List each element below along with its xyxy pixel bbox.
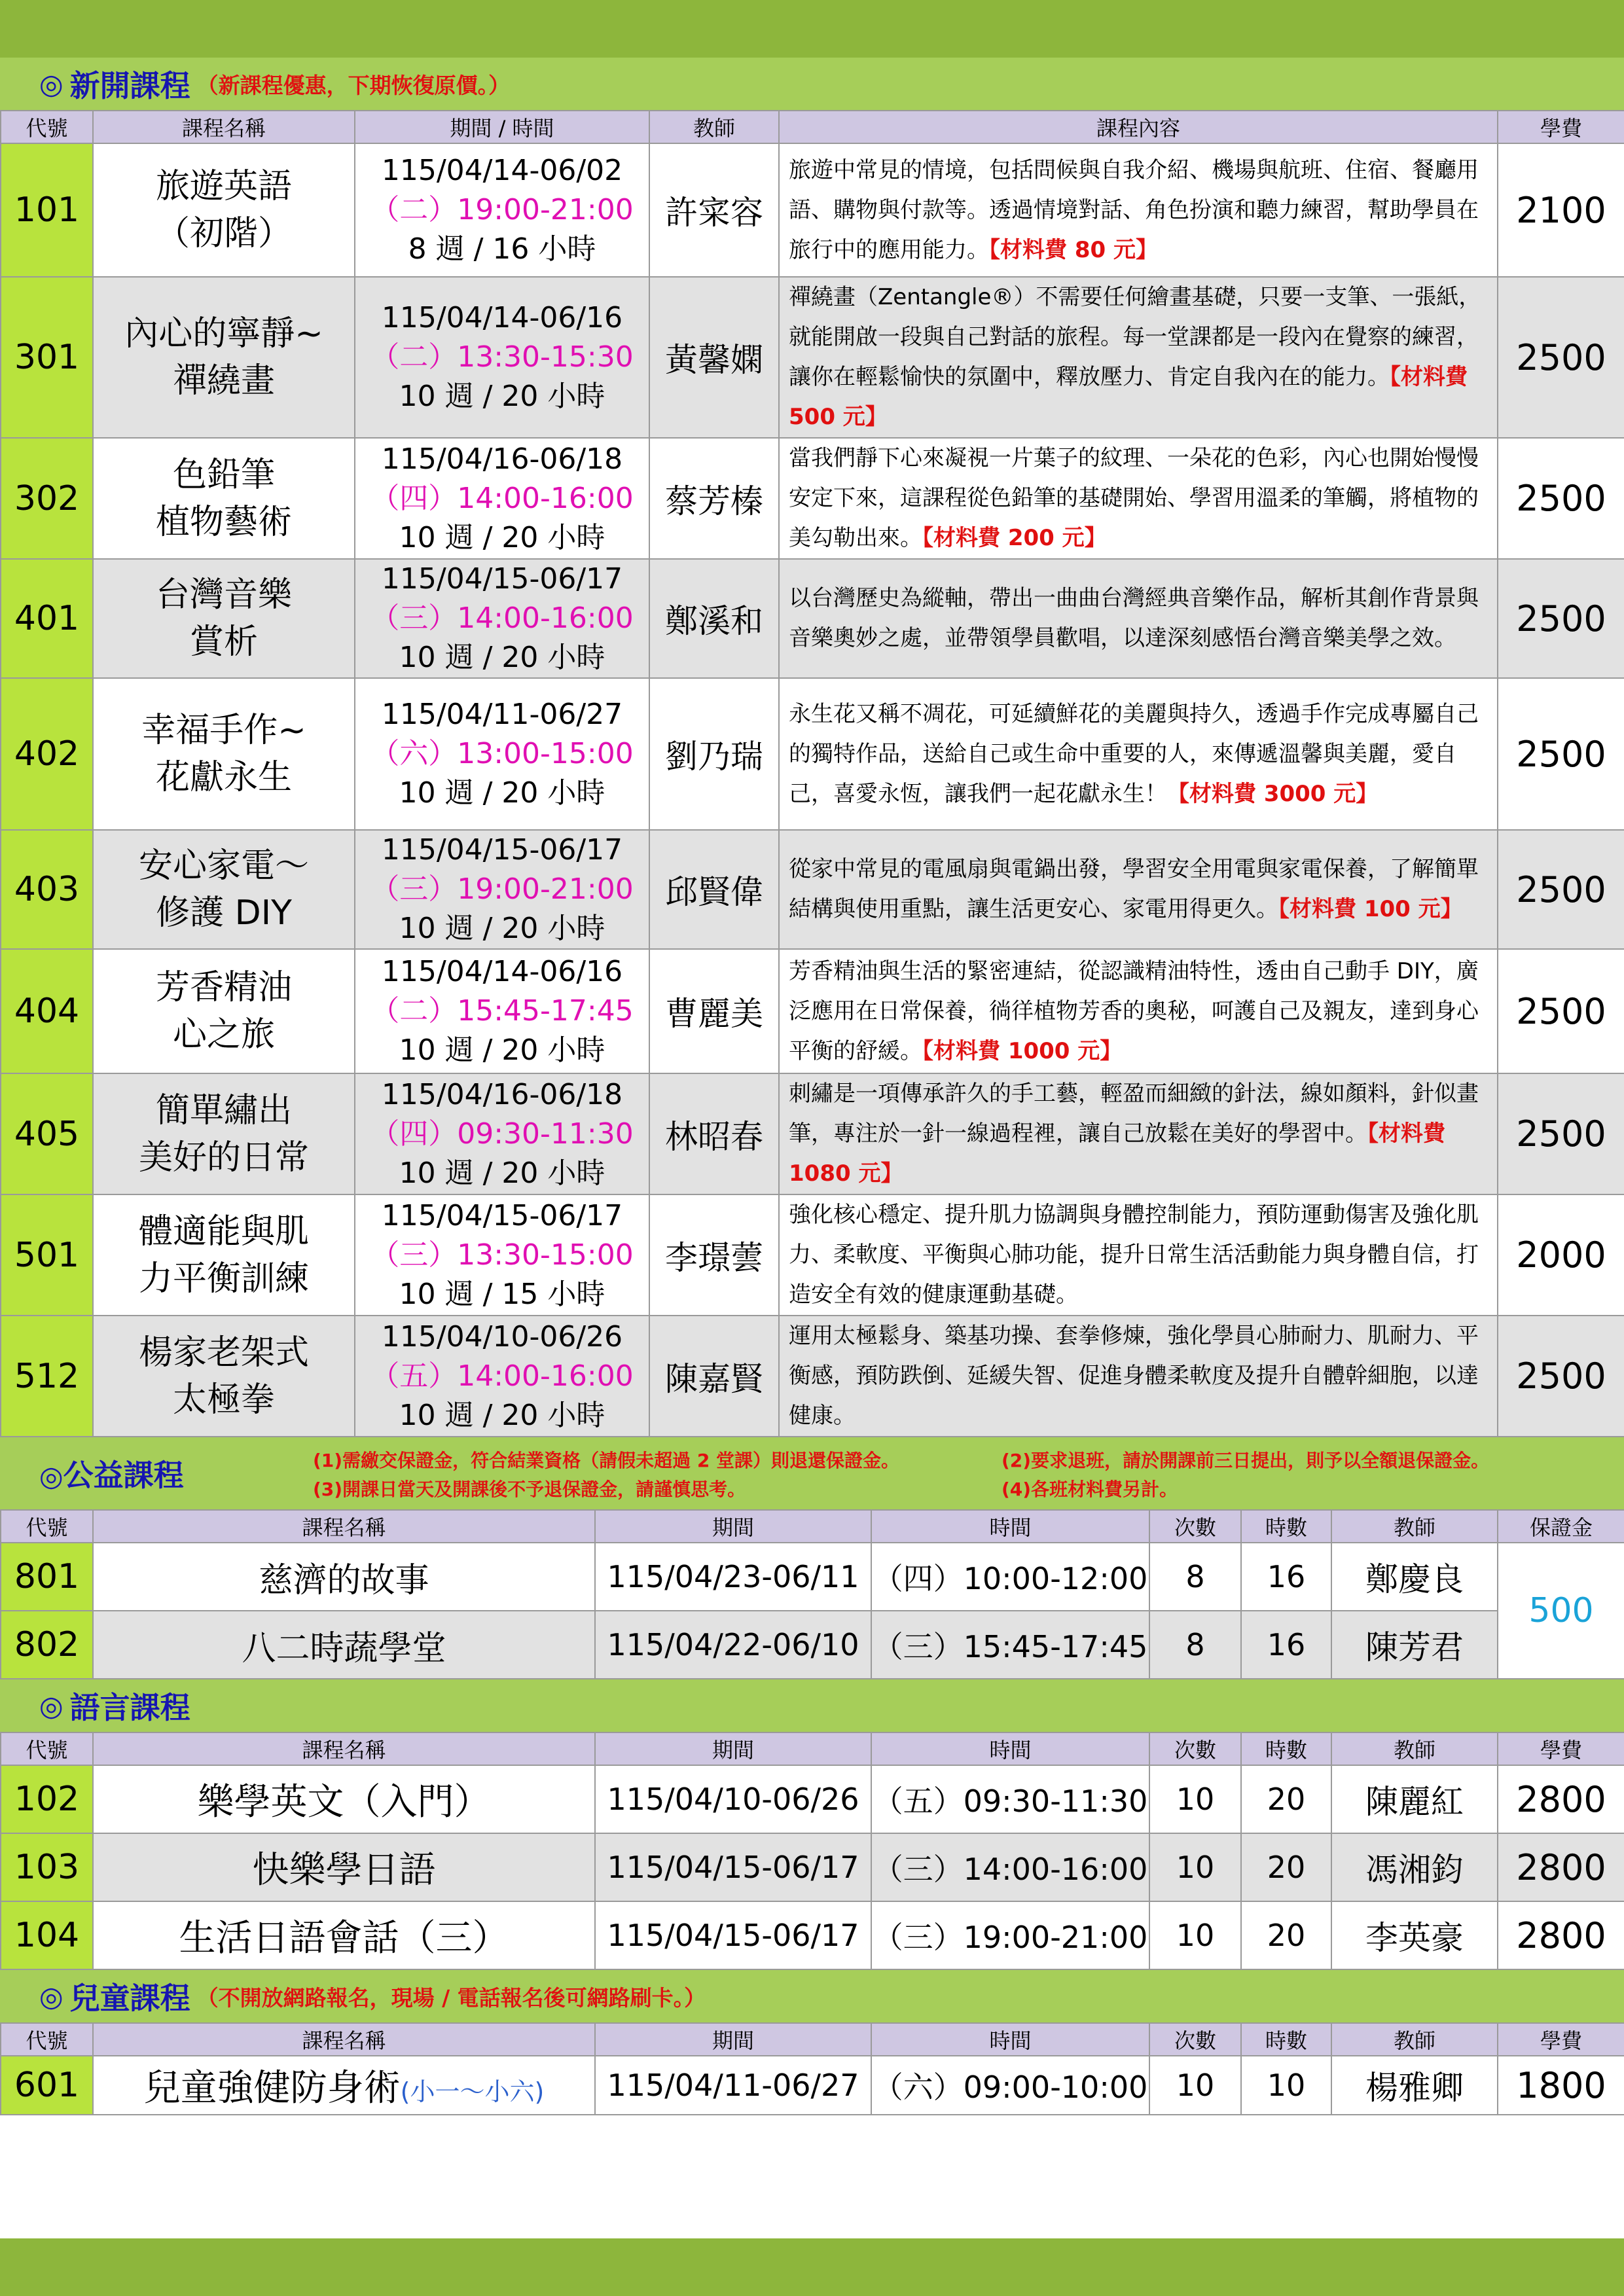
section-title: 兒童課程: [69, 1981, 190, 2016]
target-icon: ◎: [39, 1689, 63, 1722]
course-duration: 10 週 / 20 小時: [399, 1156, 605, 1190]
col-header: 時數: [1241, 1732, 1331, 1765]
col-header: 代號: [1, 111, 93, 143]
course-name-line: 太極拳: [172, 1380, 275, 1420]
course-description: [779, 830, 1498, 949]
col-header: 時間: [871, 1510, 1149, 1543]
course-time: （二）13:30-15:30: [370, 340, 634, 374]
course-teacher: 陳嘉賢: [649, 1316, 779, 1437]
material-fee: 【材料費 1000 元】: [922, 1037, 1123, 1064]
course-description-text: 運用太極鬆身、築基功操、套拳修煉，強化學員心肺耐力、肌耐力、平衡感，預防跌倒、延緩失智、促進身體柔軟度及提升自體幹細胞，以達健康。: [789, 1323, 1479, 1429]
course-sessions: 10: [1149, 2056, 1241, 2115]
col-header: 課程名稱: [93, 111, 355, 143]
course-hours: 20: [1241, 1765, 1331, 1833]
table-row: [1, 1833, 1624, 1901]
course-period: [355, 1073, 649, 1194]
course-description-text: 刺繡是一項傳承許久的手工藝，輕盈而細緻的針法，線如顏料，針似畫筆，專注於一針一線過程裡，讓自己放鬆在美好的學習中。: [789, 1081, 1479, 1147]
course-date: 115/04/14-06/02: [381, 154, 623, 187]
target-icon: ◎: [39, 1980, 63, 2013]
col-header: 期間: [595, 2023, 871, 2056]
table-row: [1, 1194, 1624, 1316]
course-time: （三）14:00-16:00: [871, 1833, 1149, 1901]
course-teacher: 陳麗紅: [1331, 1765, 1498, 1833]
course-time: （三）19:00-21:00: [370, 872, 634, 906]
course-fee: 2500: [1498, 277, 1624, 438]
course-time: （六）09:00-10:00: [871, 2056, 1149, 2115]
top-band: [0, 0, 1624, 58]
course-time: （六）13:00-15:00: [370, 737, 634, 770]
course-period: [355, 949, 649, 1073]
course-sessions: 10: [1149, 1901, 1241, 1969]
course-hours: 10: [1241, 2056, 1331, 2115]
course-date: 115/04/11-06/27: [381, 698, 623, 731]
course-deposit: 500: [1498, 1543, 1624, 1679]
course-duration: 10 週 / 20 小時: [399, 776, 605, 810]
course-name-line: 楊家老架式: [138, 1333, 309, 1372]
course-name: [93, 949, 355, 1073]
course-code: 401: [1, 559, 93, 678]
course-name-text: 兒童強健防身術: [143, 2067, 401, 2109]
course-name-text: 樂學英文（入門）: [197, 1781, 491, 1823]
course-teacher: 鄭溪和: [649, 559, 779, 678]
course-description: [779, 143, 1498, 277]
course-name: [93, 2056, 595, 2115]
target-icon: ◎: [39, 1460, 63, 1492]
course-period: 115/04/15-06/17: [595, 1833, 871, 1901]
course-fee: 2500: [1498, 438, 1624, 559]
material-fee: 【材料費 500 元】: [789, 364, 1468, 430]
col-header: 教師: [1331, 1510, 1498, 1543]
section-title: 公益課程: [63, 1458, 184, 1493]
col-header: 學費: [1498, 2023, 1624, 2056]
table-row: [1, 1611, 1624, 1679]
language-courses-table: [0, 1732, 1624, 1970]
course-teacher: 蔡芳榛: [649, 438, 779, 559]
course-description: [779, 559, 1498, 678]
deposit-note: (2)要求退班，請於開課前三日提出，則予以全額退保證金。: [1001, 1450, 1490, 1471]
course-sessions: 10: [1149, 1833, 1241, 1901]
col-header: 期間: [595, 1732, 871, 1765]
deposit-note: (3)開課日當天及開課後不予退保證金，請謹慎思考。: [313, 1479, 746, 1500]
course-name-line: 幸福手作~: [141, 711, 306, 750]
course-name-line: 簡單繡出: [155, 1090, 292, 1130]
table-row: [1, 830, 1624, 949]
course-teacher: 李璟蕓: [649, 1194, 779, 1316]
course-sessions: 10: [1149, 1765, 1241, 1833]
course-description: [779, 277, 1498, 438]
course-duration: 10 週 / 20 小時: [399, 380, 605, 413]
public-courses-table: [0, 1509, 1624, 1679]
course-teacher: 林昭春: [649, 1073, 779, 1194]
course-fee: 2000: [1498, 1194, 1624, 1316]
public-courses-header: [0, 1437, 1624, 1509]
course-name: [93, 1833, 595, 1901]
course-description-text: 強化核心穩定、提升肌力協調與身體控制能力，預防運動傷害及強化肌力、柔軟度、平衡與心肺功能，提升日常生活活動能力與身體自信，打造安全有效的健康運動基礎。: [789, 1202, 1479, 1308]
section-note: （新課程優惠，下期恢復原價。）: [196, 72, 511, 98]
course-sessions: 8: [1149, 1543, 1241, 1611]
bottom-band: [0, 2238, 1624, 2296]
course-duration: 8 週 / 16 小時: [408, 232, 596, 266]
course-date: 115/04/15-06/17: [381, 562, 623, 596]
course-name: [93, 1901, 595, 1969]
course-fee: 2500: [1498, 559, 1624, 678]
course-period: [355, 143, 649, 277]
course-teacher: 邱賢偉: [649, 830, 779, 949]
course-name: [93, 438, 355, 559]
deposit-note: (4)各班材料費另計。: [1001, 1479, 1178, 1500]
course-code: 103: [1, 1833, 93, 1901]
course-name: [93, 559, 355, 678]
course-fee: 2500: [1498, 830, 1624, 949]
children-courses-table: [0, 2022, 1624, 2115]
course-code: 501: [1, 1194, 93, 1316]
course-fee: 1800: [1498, 2056, 1624, 2115]
table-row: [1, 1765, 1624, 1833]
course-period: 115/04/10-06/26: [595, 1765, 871, 1833]
course-period: [355, 1316, 649, 1437]
course-time: （三）15:45-17:45: [871, 1611, 1149, 1679]
col-header: 教師: [649, 111, 779, 143]
col-header: 教師: [1331, 1732, 1498, 1765]
course-name: [93, 277, 355, 438]
col-header: 代號: [1, 1732, 93, 1765]
course-time: （四）10:00-12:00: [871, 1543, 1149, 1611]
course-teacher: 李英豪: [1331, 1901, 1498, 1969]
col-header: 保證金: [1498, 1510, 1624, 1543]
course-code: 301: [1, 277, 93, 438]
course-name-text: 快樂學日語: [252, 1849, 436, 1892]
children-courses-header: [0, 1970, 1624, 2022]
course-fee: 2800: [1498, 1765, 1624, 1833]
course-hours: 20: [1241, 1833, 1331, 1901]
course-date: 115/04/10-06/26: [381, 1319, 623, 1354]
course-name: [93, 1316, 355, 1437]
course-date: 115/04/16-06/18: [381, 1077, 623, 1111]
course-grade: (小一～小六): [400, 2077, 545, 2106]
course-name-line: 花獻永生: [155, 758, 292, 797]
table-row: [1, 1316, 1624, 1437]
course-teacher: 馮湘鈞: [1331, 1833, 1498, 1901]
course-description-text: 當我們靜下心來凝視一片葉子的紋理、一朵花的色彩，內心也開始慢慢安定下來，這課程從色鉛筆的基礎開始、學習用溫柔的筆觸，將植物的美勾勒出來。: [789, 445, 1479, 551]
course-description: [779, 438, 1498, 559]
course-time: （四）09:30-11:30: [370, 1117, 634, 1151]
material-fee: 【材料費 200 元】: [922, 525, 1107, 551]
col-header: 時數: [1241, 2023, 1331, 2056]
course-duration: 10 週 / 15 小時: [399, 1277, 605, 1311]
course-time: （五）09:30-11:30: [871, 1765, 1149, 1833]
material-fee: 【材料費 1080 元】: [789, 1121, 1445, 1187]
course-teacher: 陳芳君: [1331, 1611, 1498, 1679]
table-row: [1, 1901, 1624, 1969]
course-time: （三）13:30-15:00: [370, 1238, 634, 1272]
course-time: （五）14:00-16:00: [370, 1359, 634, 1393]
course-period: 115/04/22-06/10: [595, 1611, 871, 1679]
course-name-line: 心之旅: [172, 1015, 275, 1054]
course-code: 512: [1, 1316, 93, 1437]
course-name-line: 內心的寧靜~: [124, 314, 323, 353]
course-time: （二）19:00-21:00: [370, 193, 634, 226]
course-name: [93, 830, 355, 949]
course-period: 115/04/15-06/17: [595, 1901, 871, 1969]
course-name: [93, 678, 355, 830]
course-duration: 10 週 / 20 小時: [399, 520, 605, 554]
course-code: 403: [1, 830, 93, 949]
course-teacher: 楊雅卿: [1331, 2056, 1498, 2115]
col-header: 次數: [1149, 1510, 1241, 1543]
col-header: 次數: [1149, 1732, 1241, 1765]
course-time: （三）14:00-16:00: [370, 601, 634, 635]
course-description-text: 以台灣歷史為縱軸，帶出一曲曲台灣經典音樂作品，解析其創作背景與音樂奧妙之處，並帶領學員歡唱，以達深刻感悟台灣音樂美學之效。: [789, 585, 1479, 651]
course-name-line: 旅遊英語: [155, 167, 292, 206]
course-teacher: 黃馨嫻: [649, 277, 779, 438]
course-code: 402: [1, 678, 93, 830]
course-code: 404: [1, 949, 93, 1073]
course-name: 慈濟的故事: [93, 1543, 595, 1611]
section-note: （不開放網路報名，現場 / 電話報名後可網路刷卡。）: [196, 1984, 706, 2011]
course-code: 802: [1, 1611, 93, 1679]
course-sessions: 8: [1149, 1611, 1241, 1679]
course-hours: 16: [1241, 1543, 1331, 1611]
new-courses-header: [0, 58, 1624, 110]
course-code: 104: [1, 1901, 93, 1969]
course-time: （三）19:00-21:00: [871, 1901, 1149, 1969]
course-duration: 10 週 / 20 小時: [399, 1033, 605, 1067]
course-period: [355, 678, 649, 830]
course-fee: 2800: [1498, 1901, 1624, 1969]
course-time: （四）14:00-16:00: [370, 481, 634, 515]
course-period: 115/04/11-06/27: [595, 2056, 871, 2115]
course-fee: 2800: [1498, 1833, 1624, 1901]
course-description: [779, 1194, 1498, 1316]
course-name-text: 生活日語會話（三）: [179, 1917, 509, 1960]
course-hours: 16: [1241, 1611, 1331, 1679]
col-header: 課程內容: [779, 111, 1498, 143]
course-name-line: 色鉛筆: [172, 455, 275, 495]
course-description: [779, 1073, 1498, 1194]
col-header: 課程名稱: [93, 1510, 595, 1543]
course-name: [93, 1073, 355, 1194]
section-title: 新開課程: [69, 68, 190, 103]
course-sheet: [0, 58, 1624, 2115]
course-name-line: 禪繞畫: [172, 361, 275, 401]
table-row: [1, 143, 1624, 277]
col-header: 時間: [871, 1732, 1149, 1765]
col-header: 代號: [1, 1510, 93, 1543]
course-code: 101: [1, 143, 93, 277]
course-name: [93, 1765, 595, 1833]
course-period: [355, 277, 649, 438]
course-fee: 2500: [1498, 949, 1624, 1073]
course-period: 115/04/23-06/11: [595, 1543, 871, 1611]
target-icon: ◎: [39, 67, 63, 100]
language-courses-header: [0, 1679, 1624, 1732]
col-header: 學費: [1498, 1732, 1624, 1765]
course-fee: 2500: [1498, 678, 1624, 830]
course-description-text: 禪繞畫（Zentangle®）不需要任何繪畫基礎，只要一支筆、一張紙，就能開啟一段與自己對話的旅程。每一堂課都是一段內在覺察的練習，讓你在輕鬆愉快的氛圍中，釋放壓力、肯定自我內在的能力。: [789, 284, 1481, 390]
course-code: 302: [1, 438, 93, 559]
course-time: （二）15:45-17:45: [370, 994, 634, 1028]
course-teacher: 曹麗美: [649, 949, 779, 1073]
course-name-line: 賞析: [189, 622, 258, 662]
course-date: 115/04/16-06/18: [381, 442, 623, 476]
table-row: [1, 438, 1624, 559]
col-header: 課程名稱: [93, 2023, 595, 2056]
col-header: 次數: [1149, 2023, 1241, 2056]
course-name-line: 美好的日常: [138, 1138, 309, 1177]
course-date: 115/04/15-06/17: [381, 1198, 623, 1232]
course-code: 601: [1, 2056, 93, 2115]
course-duration: 10 週 / 20 小時: [399, 1398, 605, 1432]
course-name-line: 台灣音樂: [155, 575, 292, 615]
course-name-line: 體適能與肌: [138, 1211, 309, 1251]
course-teacher: 許寀容: [649, 143, 779, 277]
table-row: [1, 949, 1624, 1073]
course-teacher: 劉乃瑞: [649, 678, 779, 830]
deposit-note: (1)需繳交保證金，符合結業資格（請假未超過 2 堂課）則退還保證金。: [313, 1450, 900, 1471]
course-name: [93, 143, 355, 277]
material-fee: 【材料費 3000 元】: [1167, 780, 1379, 807]
col-header: 教師: [1331, 2023, 1498, 2056]
course-fee: 2500: [1498, 1316, 1624, 1437]
course-name-line: 植物藝術: [155, 502, 292, 542]
course-duration: 10 週 / 20 小時: [399, 912, 605, 945]
course-period: [355, 438, 649, 559]
material-fee: 【材料費 80 元】: [989, 236, 1158, 263]
col-header: 代號: [1, 2023, 93, 2056]
col-header: 時間: [871, 2023, 1149, 2056]
col-header: 時數: [1241, 1510, 1331, 1543]
table-row: [1, 2056, 1624, 2115]
new-courses-table: [0, 110, 1624, 1437]
course-teacher: 鄭慶良: [1331, 1543, 1498, 1611]
course-description: [779, 949, 1498, 1073]
course-period: [355, 559, 649, 678]
course-name-line: 力平衡訓練: [138, 1259, 309, 1299]
course-description-text: 從家中常見的電風扇與電鍋出發，學習安全用電與家電保養，了解簡單結構與使用重點，讓生活更安心、家電用得更久。: [789, 856, 1479, 922]
course-code: 405: [1, 1073, 93, 1194]
course-code: 801: [1, 1543, 93, 1611]
table-row: [1, 277, 1624, 438]
course-code: 102: [1, 1765, 93, 1833]
material-fee: 【材料費 100 元】: [1278, 896, 1463, 922]
course-description-text: 芳香精油與生活的緊密連結，從認識精油特性，透由自己動手 DIY，廣泛應用在日常保養，徜徉植物芳香的奧秘，呵護自己及親友，達到身心平衡的舒緩。: [789, 958, 1479, 1064]
table-row: [1, 1073, 1624, 1194]
course-date: 115/04/14-06/16: [381, 301, 623, 334]
course-description-text: 旅遊中常見的情境，包括問候與自我介紹、機場與航班、住宿、餐廳用語、購物與付款等。透過情境對話、角色扮演和聽力練習，幫助學員在旅行中的應用能力。: [789, 156, 1479, 263]
table-row: [1, 678, 1624, 830]
course-fee: 2500: [1498, 1073, 1624, 1194]
course-period: [355, 830, 649, 949]
course-name: 八二時蔬學堂: [93, 1611, 595, 1679]
course-name-line: （初階）: [155, 214, 292, 253]
col-header: 期間 / 時間: [355, 111, 649, 143]
course-description: [779, 1316, 1498, 1437]
course-duration: 10 週 / 20 小時: [399, 641, 605, 674]
section-title: 語言課程: [69, 1690, 190, 1725]
course-name-line: 芳香精油: [155, 968, 292, 1007]
col-header: 課程名稱: [93, 1732, 595, 1765]
course-period: [355, 1194, 649, 1316]
course-name-line: 安心家電～: [138, 846, 309, 886]
col-header: 期間: [595, 1510, 871, 1543]
table-row: [1, 1543, 1624, 1611]
col-header: 學費: [1498, 111, 1624, 143]
course-name: [93, 1194, 355, 1316]
course-date: 115/04/15-06/17: [381, 833, 623, 867]
course-name-line: 修護 DIY: [156, 893, 292, 933]
course-hours: 20: [1241, 1901, 1331, 1969]
course-description-text: 永生花又稱不凋花，可延續鮮花的美麗與持久，透過手作完成專屬自己的獨特作品，送給自己或生命中重要的人，來傳遞溫馨與美麗，愛自己，喜愛永恆，讓我們一起花獻永生！: [789, 700, 1479, 807]
course-description: [779, 678, 1498, 830]
table-row: [1, 559, 1624, 678]
course-date: 115/04/14-06/16: [381, 955, 623, 988]
course-fee: 2100: [1498, 143, 1624, 277]
